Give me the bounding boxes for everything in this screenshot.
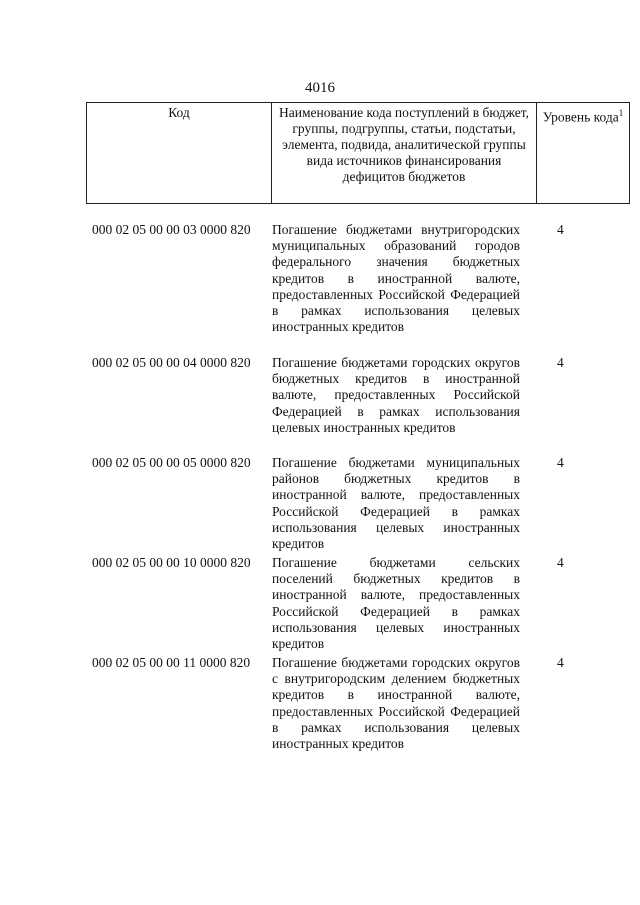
- row-code: 000 02 05 00 00 11 0000 820: [92, 655, 251, 670]
- row-name: Погашение бюджетами сельских поселений бюджетных кредитов в иностранной валюте, предоставленных Российской Федерацией в рамках использования целевых иностранных кредитов: [272, 555, 520, 652]
- header-level-cell: [537, 103, 630, 204]
- header-name-cell: [272, 103, 537, 204]
- row-name: Погашение бюджетами внутригородских муниципальных образований городов федерального значения бюджетных кредитов в иностранной валюте, предоставленных Российской Федерацией в рамках использования целевых иностранных кредитов: [272, 222, 520, 335]
- row-level: 4: [557, 555, 564, 570]
- row-level: 4: [557, 455, 564, 470]
- header-table: [86, 102, 630, 204]
- row-level: 4: [557, 355, 564, 370]
- row-name: Погашение бюджетами городских округов бюджетных кредитов в иностранной валюте, предоставленных Российской Федерацией в рамках использования целевых иностранных кредитов: [272, 355, 520, 435]
- row-code: 000 02 05 00 00 04 0000 820: [92, 355, 251, 370]
- row-code: 000 02 05 00 00 03 0000 820: [92, 222, 251, 237]
- row-level: 4: [557, 222, 564, 237]
- header-name-label: Наименование кода поступлений в бюджет, группы, подгруппы, статьи, подстатьи, элемента, подвида, аналитической группы вида источников финансирования дефицитов бюджетов: [278, 105, 529, 184]
- header-level-label: Уровень кода: [542, 109, 619, 125]
- header-level-footnote: 1: [618, 108, 624, 118]
- row-name: Погашение бюджетами городских округов с внутригородским делением бюджетных кредитов в иностранной валюте, предоставленных Российской Федерацией в рамках использования целевых иностранных кредитов: [272, 655, 520, 752]
- row-code: 000 02 05 00 00 10 0000 820: [92, 555, 251, 570]
- header-code-label: Код: [168, 105, 190, 120]
- row-name: Погашение бюджетами муниципальных районов бюджетных кредитов в иностранной валюте, предоставленных Российской Федерацией в рамках использования целевых иностранных кредитов: [272, 455, 520, 552]
- header-code-cell: [87, 103, 272, 204]
- row-level: 4: [557, 655, 564, 670]
- row-code: 000 02 05 00 00 05 0000 820: [92, 455, 251, 470]
- page-number: 4016: [305, 80, 335, 96]
